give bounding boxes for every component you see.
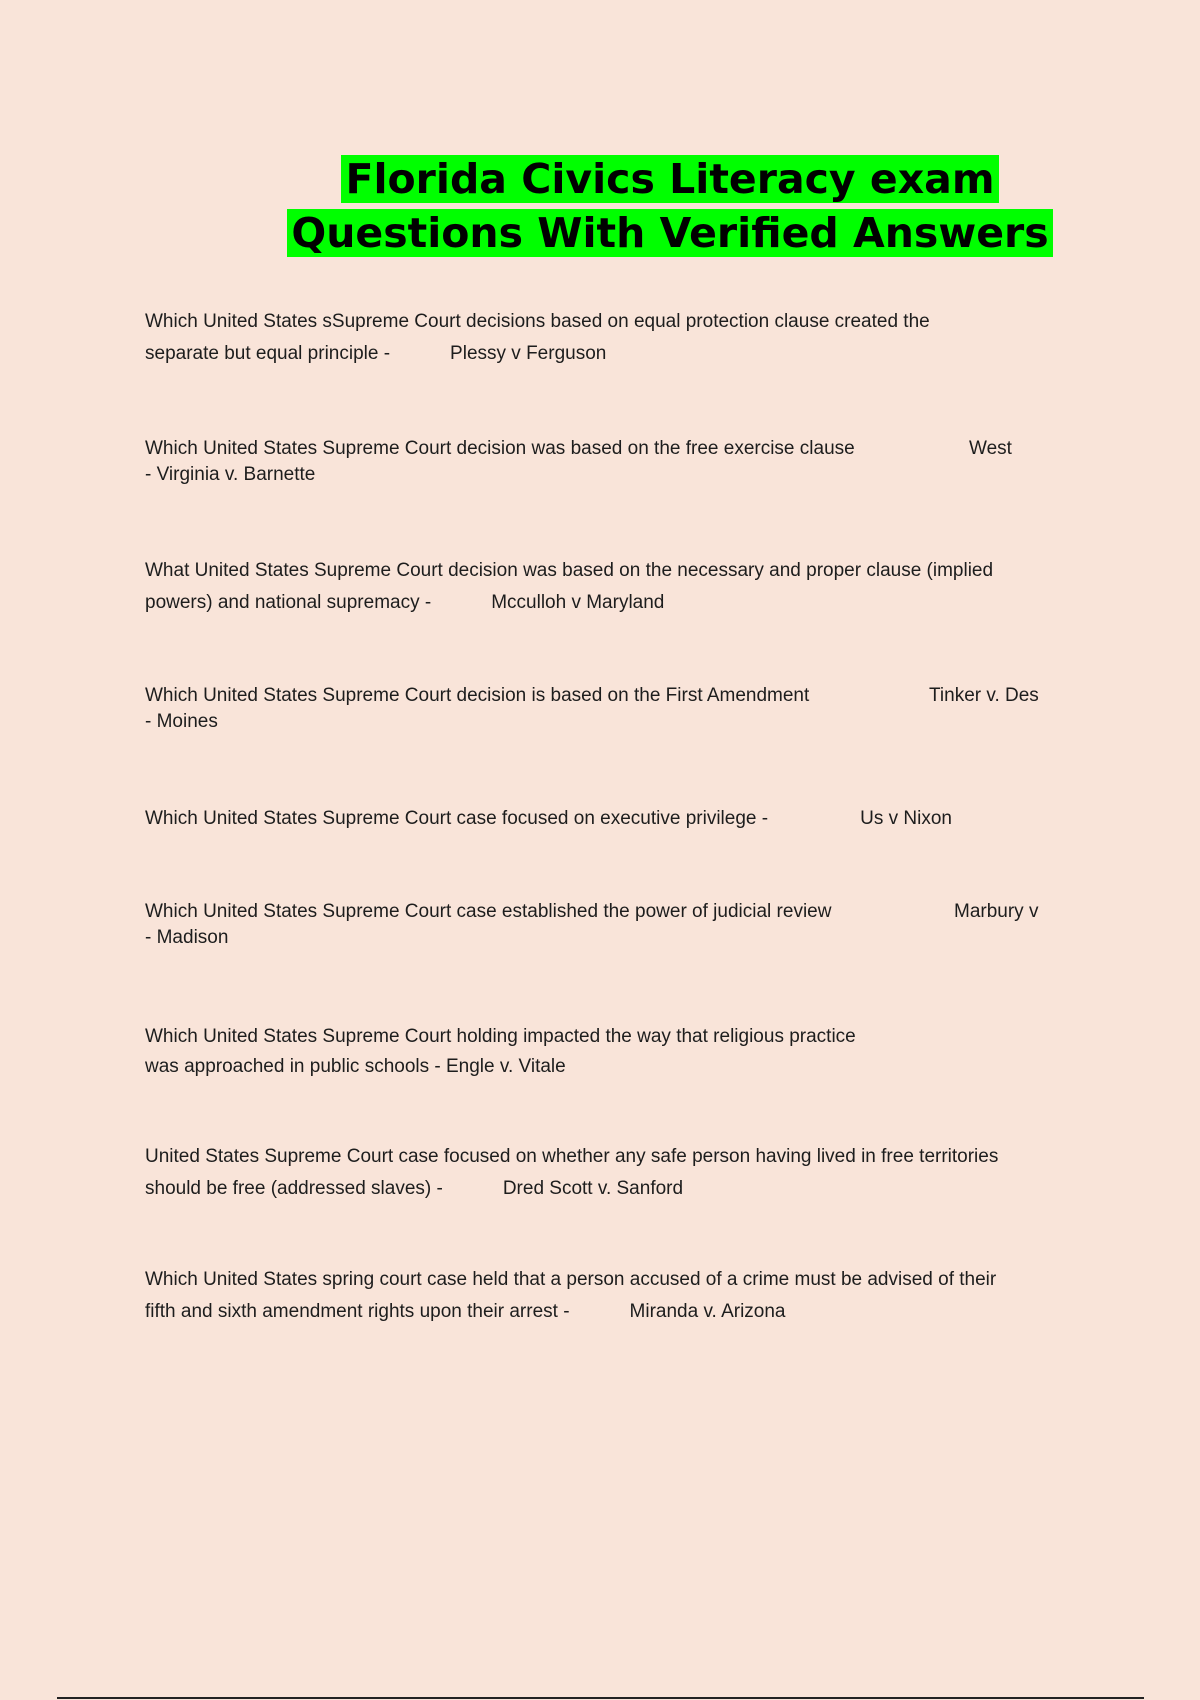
question-text: Which United States sSupreme Court decisions based on equal protection clause created the xyxy=(145,311,930,332)
question-text: - Moines xyxy=(145,711,218,732)
qa-item-5 xyxy=(145,803,1045,835)
question-text: - Madison xyxy=(145,927,229,948)
question-text: Which United States Supreme Court decision is based on the First Amendment xyxy=(145,685,810,706)
question-text: Which United States spring court case held that a person accused of a crime must be advised of their xyxy=(145,1269,997,1290)
answer-text: Miranda v. Arizona xyxy=(629,1301,786,1322)
qa-item-3 xyxy=(145,555,1045,619)
question-text: United States Supreme Court case focused on whether any safe person having lived in free territories xyxy=(145,1146,999,1167)
answer-text: West xyxy=(969,438,1012,459)
question-text: was approached in public schools - Engle v. Vitale xyxy=(145,1056,566,1077)
question-text: Which United States Supreme Court holding impacted the way that religious practice xyxy=(145,1026,856,1047)
answer-text: Plessy v Ferguson xyxy=(450,343,607,364)
question-text: Which United States Supreme Court decision was based on the free exercise clause xyxy=(145,438,855,459)
answer-text: Tinker v. Des xyxy=(929,685,1039,706)
answer-text: Us v Nixon xyxy=(860,808,952,829)
question-text: Which United States Supreme Court case focused on executive privilege - Us v Nixon xyxy=(145,808,952,829)
qa-item-6 xyxy=(145,899,1045,951)
footer-divider xyxy=(57,1697,1144,1699)
document-title xyxy=(0,152,1200,260)
qa-item-7 xyxy=(145,1022,1045,1082)
question-text: should be free (addressed slaves) - Dred Scott v. Sanford xyxy=(145,1178,684,1199)
question-text: powers) and national supremacy - Mcculloh v Maryland xyxy=(145,592,665,613)
qa-item-8 xyxy=(145,1141,1045,1205)
question-text: What United States Supreme Court decision was based on the necessary and proper clause (implied xyxy=(145,560,994,581)
qa-item-2 xyxy=(145,436,1045,488)
title-line-2: Questions With Verified Answers xyxy=(140,206,1200,260)
qa-item-4 xyxy=(145,683,1045,735)
title-line-1: Florida Civics Literacy exam xyxy=(140,152,1200,206)
answer-text: Mcculloh v Maryland xyxy=(491,592,665,613)
question-text: separate but equal principle - Plessy v Ferguson xyxy=(145,343,607,364)
answer-text: Dred Scott v. Sanford xyxy=(502,1178,684,1199)
qa-item-9 xyxy=(145,1264,1045,1328)
question-text: fifth and sixth amendment rights upon their arrest - Miranda v. Arizona xyxy=(145,1301,786,1322)
question-text: Which United States Supreme Court case established the power of judicial review xyxy=(145,901,832,922)
question-text: - Virginia v. Barnette xyxy=(145,464,316,485)
answer-text: Marbury v xyxy=(954,901,1039,922)
qa-item-1 xyxy=(145,306,1045,370)
